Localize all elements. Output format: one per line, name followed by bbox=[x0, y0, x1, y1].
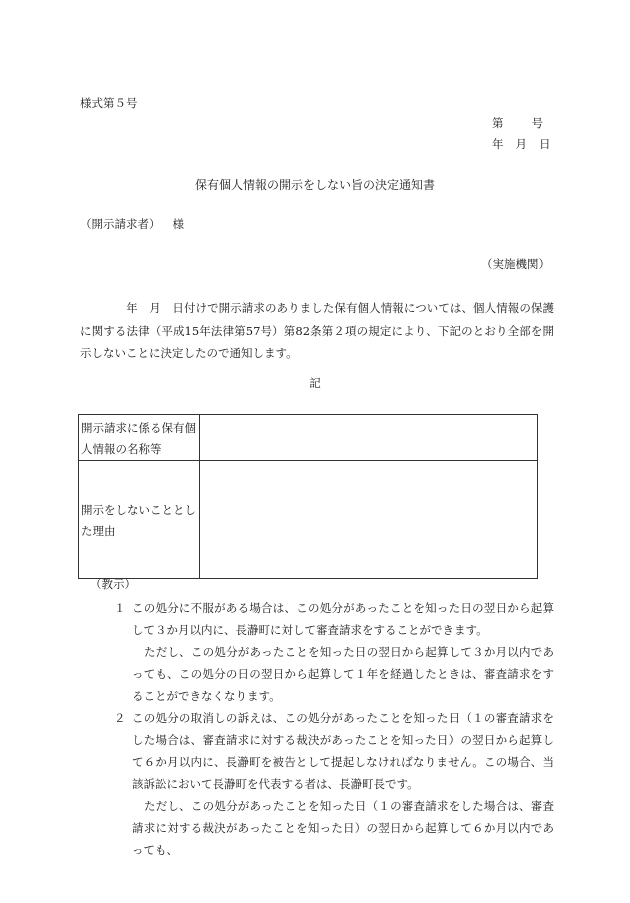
date-day: 日 bbox=[539, 137, 551, 151]
form-number: 様式第５号 bbox=[80, 96, 138, 110]
table-row bbox=[79, 415, 538, 461]
notice-body-text: 年 月 日付けで開示請求のありました保有個人情報については、個人情報の保護に関する法律（平成15年法律第57号）第82条第２項の規定により、下記のとおり全部を開示しないことに決定したので通知します。 bbox=[80, 301, 554, 360]
table-row bbox=[79, 461, 538, 579]
date-month: 月 bbox=[515, 137, 527, 151]
instruction-number: ２ bbox=[114, 711, 126, 725]
addressee-honorific: 様 bbox=[172, 217, 184, 231]
number-label-go: 号 bbox=[531, 116, 543, 130]
table-label-info-name: 開示請求に係る保有個人情報の名称等 bbox=[79, 415, 200, 461]
instruction-text: この処分の取消しの訴えは、この処分があったことを知った日（１の審査請求をした場合は、審査請求に対する裁決があったことを知った日）の翌日から起算して６か月以内に、長瀞町を被告として提起しなければなりません。この場合、当該訴訟において長瀞町を代表する者は、長瀞町長です。 bbox=[132, 711, 554, 791]
instruction-text: この処分に不服がある場合は、この処分があったことを知った日の翌日から起算して３か月以内に、長瀞町に対して審査請求をすることができます。 bbox=[132, 601, 554, 637]
document-title: 保有個人情報の開示をしない旨の決定通知書 bbox=[194, 178, 435, 192]
date-year: 年 bbox=[492, 137, 504, 151]
date-line bbox=[492, 139, 551, 151]
table-label-reason: 開示をしないこととした理由 bbox=[79, 461, 200, 579]
table-value-info-name bbox=[200, 415, 538, 461]
ki-heading: 記 bbox=[309, 376, 321, 390]
agency: （実施機関） bbox=[481, 257, 550, 271]
instruction-number: １ bbox=[114, 601, 126, 615]
notice-body bbox=[80, 297, 554, 365]
addressee bbox=[80, 219, 184, 231]
instructions bbox=[114, 597, 554, 861]
table-value-reason bbox=[200, 461, 538, 579]
number-label-dai: 第 bbox=[492, 116, 504, 130]
decision-table bbox=[78, 414, 538, 579]
instruction-paragraph: ただし、この処分があったことを知った日（１の審査請求をした場合は、審査請求に対する裁決があったことを知った日）の翌日から起算して６か月以内であっても、 bbox=[132, 799, 554, 857]
instructions-heading: （教示） bbox=[90, 577, 136, 591]
instruction-paragraph: ただし、この処分があったことを知った日の翌日から起算して３か月以内であっても、この処分の日の翌日から起算して１年を経過したときは、審査請求をすることができなくなります。 bbox=[132, 645, 554, 703]
document-number-line bbox=[492, 118, 543, 130]
addressee-label: （開示請求者） bbox=[80, 217, 161, 231]
instruction-item bbox=[114, 597, 554, 641]
instruction-item bbox=[114, 707, 554, 795]
